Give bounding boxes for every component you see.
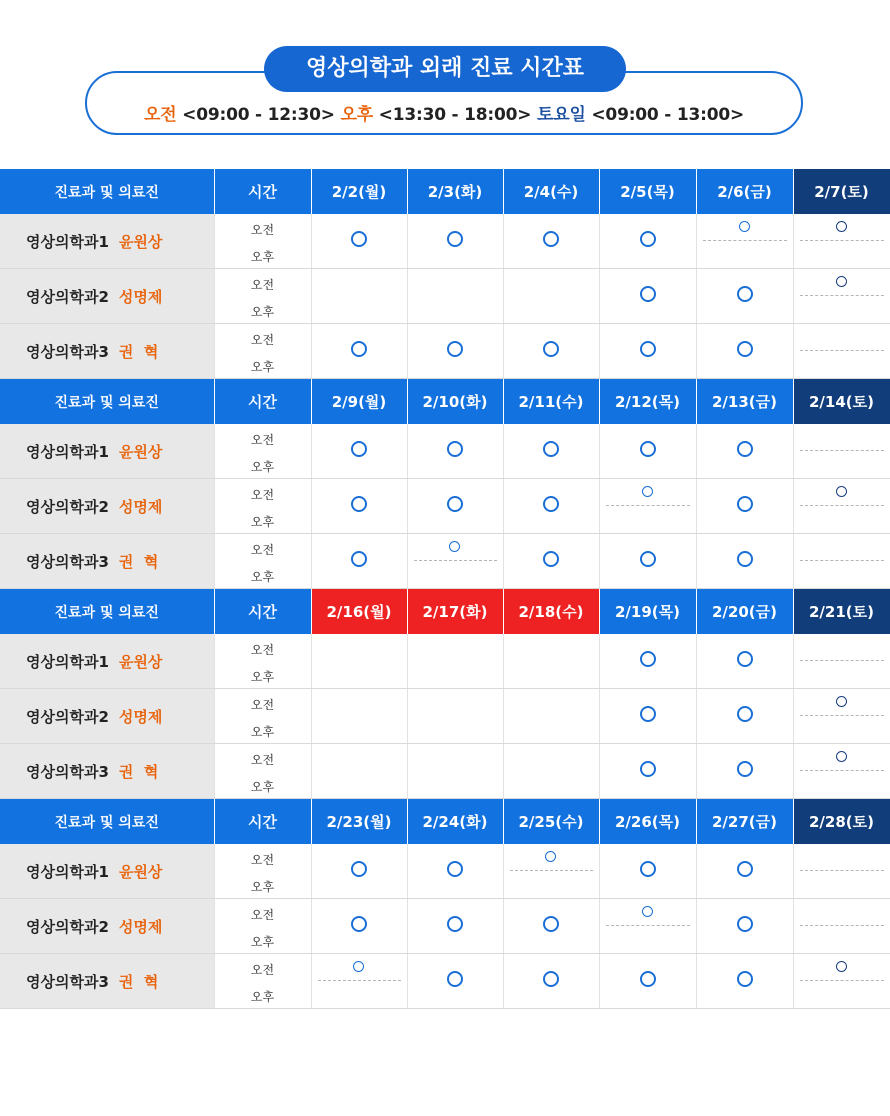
time-cell	[214, 844, 311, 899]
time-cell	[214, 634, 311, 689]
pm-label: 오후	[250, 780, 275, 794]
time-cell	[214, 534, 311, 589]
day-header-cell: 2/28(토)	[793, 799, 890, 845]
day-header-cell: 2/17(화)	[407, 589, 503, 635]
doctor-name: 권 혁	[118, 342, 159, 361]
schedule-cell	[793, 954, 890, 1009]
schedule-cell	[503, 634, 599, 689]
doctor-name: 윤원상	[118, 442, 163, 461]
schedule-cell	[407, 689, 503, 744]
schedule-cell	[599, 534, 696, 589]
circle-icon	[447, 496, 463, 512]
small-circle-icon	[836, 696, 847, 707]
circle-icon	[351, 551, 367, 567]
divider-dashed	[606, 925, 690, 926]
schedule-cell	[793, 634, 890, 689]
doctor-row	[0, 954, 890, 1009]
week-header-row	[0, 799, 890, 845]
schedule-cell	[503, 844, 599, 899]
divider-dashed	[510, 870, 593, 871]
day-header-cell: 2/7(토)	[793, 169, 890, 214]
circle-icon	[640, 971, 656, 987]
divider-dashed	[800, 660, 884, 661]
doctor-name: 권 혁	[118, 762, 159, 781]
dept-name: 영상의학과3	[26, 762, 109, 781]
doctor-row	[0, 269, 890, 324]
schedule-cell	[599, 744, 696, 799]
schedule-cell	[696, 844, 793, 899]
day-header-cell: 2/19(목)	[599, 589, 696, 635]
day-header-cell: 2/14(토)	[793, 379, 890, 425]
pm-label: 오후	[250, 725, 275, 739]
pm-label: 오후	[250, 460, 275, 474]
am-label: 오전	[250, 278, 275, 292]
day-header-cell: 2/4(수)	[503, 169, 599, 214]
schedule-cell	[311, 744, 407, 799]
schedule-cell	[311, 844, 407, 899]
hours-line	[85, 100, 803, 125]
dept-name: 영상의학과2	[26, 287, 109, 306]
schedule-cell	[793, 479, 890, 534]
schedule-table	[0, 169, 890, 1009]
time-header-cell: 시간	[214, 799, 311, 845]
circle-icon	[737, 651, 753, 667]
small-circle-icon	[836, 486, 847, 497]
doctor-name: 권 혁	[118, 552, 159, 571]
small-circle-icon	[739, 221, 750, 232]
day-header-cell: 2/6(금)	[696, 169, 793, 214]
time-cell	[214, 214, 311, 269]
dept-name: 영상의학과1	[26, 232, 109, 251]
day-header-cell: 2/11(수)	[503, 379, 599, 425]
circle-icon	[640, 861, 656, 877]
circle-icon	[640, 706, 656, 722]
doctor-row	[0, 689, 890, 744]
doctor-name: 성명제	[118, 707, 163, 726]
schedule-cell	[793, 899, 890, 954]
time-cell	[214, 744, 311, 799]
circle-icon	[351, 916, 367, 932]
week-header-row	[0, 169, 890, 214]
time-cell	[214, 689, 311, 744]
schedule-cell	[407, 899, 503, 954]
circle-icon	[737, 341, 753, 357]
divider-dashed	[414, 560, 497, 561]
schedule-cell	[599, 424, 696, 479]
schedule-cell	[311, 899, 407, 954]
schedule-cell	[407, 744, 503, 799]
schedule-cell	[599, 634, 696, 689]
schedule-cell	[311, 954, 407, 1009]
week-header-row	[0, 379, 890, 425]
am-time: <09:00 - 12:30>	[176, 105, 341, 125]
small-circle-icon	[836, 276, 847, 287]
schedule-cell	[503, 534, 599, 589]
dept-cell	[0, 214, 214, 269]
am-label: 오전	[250, 488, 275, 502]
circle-icon	[640, 551, 656, 567]
schedule-cell	[503, 479, 599, 534]
circle-icon	[640, 231, 656, 247]
am-label: 오전	[250, 543, 275, 557]
schedule-cell	[599, 324, 696, 379]
day-header-cell: 2/10(화)	[407, 379, 503, 425]
am-label: 오전	[250, 908, 275, 922]
pm-label: 오후	[250, 305, 275, 319]
small-circle-icon	[449, 541, 460, 552]
small-circle-icon	[545, 851, 556, 862]
schedule-cell	[311, 214, 407, 269]
day-header-cell: 2/23(월)	[311, 799, 407, 845]
divider-dashed	[800, 505, 884, 506]
dept-name: 영상의학과1	[26, 652, 109, 671]
day-header-cell: 2/20(금)	[696, 589, 793, 635]
am-label: 오전	[250, 853, 275, 867]
divider-dashed	[800, 715, 884, 716]
schedule-cell	[503, 324, 599, 379]
schedule-cell	[407, 424, 503, 479]
schedule-cell	[793, 214, 890, 269]
day-header-cell: 2/24(화)	[407, 799, 503, 845]
divider-dashed	[606, 505, 690, 506]
circle-icon	[640, 441, 656, 457]
dept-cell	[0, 324, 214, 379]
doctor-name: 윤원상	[118, 862, 163, 881]
am-label: 오전	[144, 105, 177, 125]
dept-header-cell: 진료과 및 의료진	[0, 379, 214, 425]
circle-icon	[737, 286, 753, 302]
time-cell	[214, 954, 311, 1009]
dept-name: 영상의학과3	[26, 342, 109, 361]
circle-icon	[640, 286, 656, 302]
dept-header-cell: 진료과 및 의료진	[0, 169, 214, 214]
doctor-name: 권 혁	[118, 972, 159, 991]
dept-cell	[0, 744, 214, 799]
circle-icon	[447, 231, 463, 247]
circle-icon	[543, 551, 559, 567]
circle-icon	[737, 706, 753, 722]
doctor-row	[0, 899, 890, 954]
doctor-name: 윤원상	[118, 232, 163, 251]
dept-cell	[0, 534, 214, 589]
pm-label: 오후	[340, 105, 373, 125]
day-header-cell: 2/2(월)	[311, 169, 407, 214]
pm-label: 오후	[250, 990, 275, 1004]
schedule-cell	[696, 479, 793, 534]
schedule-cell	[407, 844, 503, 899]
dept-cell	[0, 899, 214, 954]
day-header-cell: 2/21(토)	[793, 589, 890, 635]
divider-dashed	[800, 770, 884, 771]
doctor-row	[0, 844, 890, 899]
time-cell	[214, 479, 311, 534]
doctor-row	[0, 324, 890, 379]
schedule-cell	[696, 634, 793, 689]
schedule-cell	[503, 689, 599, 744]
am-label: 오전	[250, 698, 275, 712]
schedule-cell	[311, 634, 407, 689]
circle-icon	[543, 231, 559, 247]
circle-icon	[737, 971, 753, 987]
circle-icon	[543, 341, 559, 357]
day-header-cell: 2/27(금)	[696, 799, 793, 845]
page-title: 영상의학과 외래 진료 시간표	[264, 46, 626, 92]
circle-icon	[543, 496, 559, 512]
schedule-cell	[696, 689, 793, 744]
circle-icon	[737, 496, 753, 512]
circle-icon	[737, 551, 753, 567]
schedule-cell	[696, 214, 793, 269]
divider-dashed	[800, 350, 884, 351]
am-label: 오전	[250, 223, 275, 237]
divider-dashed	[800, 450, 884, 451]
am-label: 오전	[250, 333, 275, 347]
day-header-cell: 2/3(화)	[407, 169, 503, 214]
schedule-cell	[407, 324, 503, 379]
doctor-row	[0, 534, 890, 589]
divider-dashed	[800, 925, 884, 926]
am-label: 오전	[250, 433, 275, 447]
day-header-cell: 2/5(목)	[599, 169, 696, 214]
schedule-cell	[599, 214, 696, 269]
dept-name: 영상의학과1	[26, 442, 109, 461]
small-circle-icon	[642, 906, 653, 917]
pm-label: 오후	[250, 570, 275, 584]
divider-dashed	[800, 560, 884, 561]
circle-icon	[447, 441, 463, 457]
dept-header-cell: 진료과 및 의료진	[0, 589, 214, 635]
schedule-cell	[599, 689, 696, 744]
day-header-cell: 2/9(월)	[311, 379, 407, 425]
schedule-cell	[696, 744, 793, 799]
schedule-cell	[407, 214, 503, 269]
circle-icon	[737, 916, 753, 932]
schedule-cell	[503, 424, 599, 479]
day-header-cell: 2/18(수)	[503, 589, 599, 635]
pm-label: 오후	[250, 360, 275, 374]
small-circle-icon	[836, 961, 847, 972]
schedule-cell	[407, 479, 503, 534]
schedule-cell	[311, 534, 407, 589]
schedule-cell	[696, 424, 793, 479]
doctor-row	[0, 479, 890, 534]
day-header-cell: 2/12(목)	[599, 379, 696, 425]
dept-cell	[0, 954, 214, 1009]
time-cell	[214, 324, 311, 379]
dept-cell	[0, 689, 214, 744]
circle-icon	[447, 341, 463, 357]
schedule-cell	[407, 634, 503, 689]
day-header-cell: 2/13(금)	[696, 379, 793, 425]
am-label: 오전	[250, 753, 275, 767]
schedule-cell	[793, 424, 890, 479]
circle-icon	[737, 861, 753, 877]
doctor-row	[0, 744, 890, 799]
doctor-name: 윤원상	[118, 652, 163, 671]
schedule-cell	[793, 744, 890, 799]
circle-icon	[737, 441, 753, 457]
schedule-cell	[599, 844, 696, 899]
circle-icon	[543, 971, 559, 987]
dept-name: 영상의학과1	[26, 862, 109, 881]
circle-icon	[351, 496, 367, 512]
schedule-cell	[503, 899, 599, 954]
pm-label: 오후	[250, 935, 275, 949]
time-header-cell: 시간	[214, 379, 311, 425]
schedule-cell	[407, 269, 503, 324]
schedule-cell	[311, 324, 407, 379]
schedule-cell	[793, 844, 890, 899]
schedule-cell	[793, 689, 890, 744]
divider-dashed	[800, 240, 884, 241]
dept-name: 영상의학과2	[26, 707, 109, 726]
schedule-cell	[311, 689, 407, 744]
dept-cell	[0, 424, 214, 479]
schedule-cell	[793, 269, 890, 324]
day-header-cell: 2/16(월)	[311, 589, 407, 635]
circle-icon	[351, 341, 367, 357]
time-cell	[214, 424, 311, 479]
schedule-cell	[407, 534, 503, 589]
dept-name: 영상의학과2	[26, 917, 109, 936]
doctor-name: 성명제	[118, 917, 163, 936]
dept-cell	[0, 634, 214, 689]
circle-icon	[543, 441, 559, 457]
doctor-row	[0, 634, 890, 689]
am-label: 오전	[250, 963, 275, 977]
schedule-cell	[311, 479, 407, 534]
dept-name: 영상의학과3	[26, 972, 109, 991]
divider-dashed	[703, 240, 787, 241]
day-header-cell: 2/26(목)	[599, 799, 696, 845]
circle-icon	[640, 651, 656, 667]
circle-icon	[351, 231, 367, 247]
saturday-label: 토요일	[537, 105, 586, 125]
schedule-cell	[599, 269, 696, 324]
schedule-cell	[599, 479, 696, 534]
divider-dashed	[800, 870, 884, 871]
doctor-name: 성명제	[118, 497, 163, 516]
saturday-time: <09:00 - 13:00>	[585, 105, 744, 125]
schedule-cell	[696, 899, 793, 954]
dept-cell	[0, 844, 214, 899]
schedule-body	[0, 169, 890, 1009]
schedule-cell	[599, 954, 696, 1009]
circle-icon	[447, 916, 463, 932]
time-header-cell: 시간	[214, 589, 311, 635]
small-circle-icon	[642, 486, 653, 497]
small-circle-icon	[353, 961, 364, 972]
pm-label: 오후	[250, 515, 275, 529]
schedule-cell	[311, 424, 407, 479]
circle-icon	[543, 916, 559, 932]
small-circle-icon	[836, 221, 847, 232]
divider-dashed	[318, 980, 401, 981]
week-header-row	[0, 589, 890, 635]
schedule-cell	[503, 954, 599, 1009]
schedule-cell	[599, 899, 696, 954]
schedule-cell	[793, 534, 890, 589]
circle-icon	[640, 761, 656, 777]
schedule-cell	[503, 214, 599, 269]
schedule-cell	[407, 954, 503, 1009]
time-cell	[214, 269, 311, 324]
schedule-cell	[696, 269, 793, 324]
pm-time: <13:30 - 18:00>	[372, 105, 537, 125]
divider-dashed	[800, 980, 884, 981]
am-label: 오전	[250, 643, 275, 657]
schedule-cell	[503, 744, 599, 799]
circle-icon	[447, 971, 463, 987]
schedule-cell	[696, 324, 793, 379]
dept-cell	[0, 269, 214, 324]
doctor-row	[0, 214, 890, 269]
time-header-cell: 시간	[214, 169, 311, 214]
circle-icon	[351, 861, 367, 877]
doctor-row	[0, 424, 890, 479]
schedule-cell	[696, 954, 793, 1009]
dept-name: 영상의학과2	[26, 497, 109, 516]
pm-label: 오후	[250, 880, 275, 894]
pm-label: 오후	[250, 670, 275, 684]
small-circle-icon	[836, 751, 847, 762]
schedule-cell	[793, 324, 890, 379]
circle-icon	[447, 861, 463, 877]
circle-icon	[351, 441, 367, 457]
schedule-cell	[311, 269, 407, 324]
circle-icon	[737, 761, 753, 777]
dept-cell	[0, 479, 214, 534]
time-cell	[214, 899, 311, 954]
divider-dashed	[800, 295, 884, 296]
schedule-cell	[503, 269, 599, 324]
schedule-cell	[696, 534, 793, 589]
pm-label: 오후	[250, 250, 275, 264]
dept-header-cell: 진료과 및 의료진	[0, 799, 214, 845]
dept-name: 영상의학과3	[26, 552, 109, 571]
doctor-name: 성명제	[118, 287, 163, 306]
day-header-cell: 2/25(수)	[503, 799, 599, 845]
circle-icon	[640, 341, 656, 357]
